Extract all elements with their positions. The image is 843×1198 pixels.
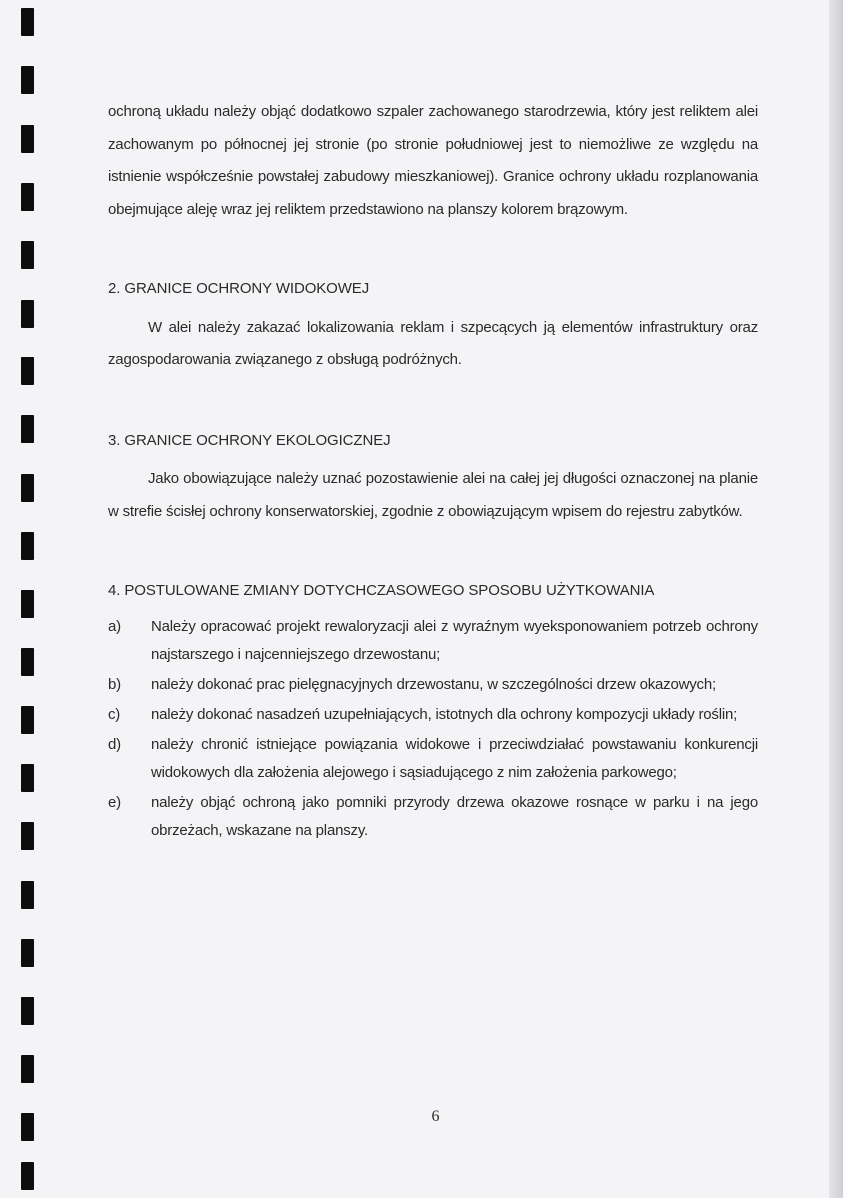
intro-paragraph: ochroną układu należy objąć dodatkowo szpaler zachowanego starodrzewia, który jest reliktem alei zachowanym po północnej jej stronie (po stronie południowej jest to niemożliwe ze względu na istnienie współcześnie powstałej zabudowy mieszkaniowej). Granice ochrony układu rozplanowania obejmujące aleję wraz jej reliktem przedstawiono na planszy kolorem brązowym. (108, 103, 758, 218)
binding-hole (21, 66, 34, 94)
section-2-text: W alei należy zakazać lokalizowania reklam i szpecących ją elementów infrastruktury oraz zagospodarowania związanego z obsługą podróżnych. (108, 318, 758, 368)
binding-hole (21, 415, 34, 443)
binding-hole (21, 997, 34, 1025)
binding-hole (21, 706, 34, 734)
section-3-heading: 3. GRANICE OCHRONY EKOLOGICZNEJ (108, 431, 391, 449)
list-item (108, 701, 758, 729)
section-4-heading: 4. POSTULOWANE ZMIANY DOTYCHCZASOWEGO SPOSOBU UŻYTKOWANIA (108, 582, 655, 599)
list-item (108, 671, 758, 699)
section-2-heading: 2. GRANICE OCHRONY WIDOKOWEJ (108, 280, 370, 297)
list-item (108, 613, 758, 669)
binding-hole (21, 357, 34, 385)
page-number: 6 (431, 1108, 440, 1125)
list-marker: d) (108, 735, 121, 753)
binding-hole (21, 1162, 34, 1190)
postulated-changes-list (108, 613, 758, 845)
section-3-text: Jako obowiązujące należy uznać pozostawienie alei na całej jej długości oznaczonej na planie w strefie ścisłej ochrony konserwatorskiej, zgodnie z obowiązującym wpisem do rejestru zabytków. (108, 470, 758, 520)
binding-hole (21, 532, 34, 560)
spiral-binding-holes (21, 0, 35, 1198)
list-item-text: Należy opracować projekt rewaloryzacji alei z wyraźnym wyeksponowaniem potrzeb ochrony najstarszego i najcenniejszego drzewostanu; (151, 617, 758, 663)
binding-hole (21, 648, 34, 676)
list-item (108, 789, 758, 845)
binding-hole (21, 183, 34, 211)
binding-hole (21, 300, 34, 328)
list-item-text: należy objąć ochroną jako pomniki przyrody drzewa okazowe rosnące w parku i na jego obrzeżach, wskazane na planszy. (151, 793, 758, 839)
list-marker: e) (108, 793, 121, 811)
list-marker: c) (108, 705, 121, 723)
list-item-text: należy dokonać nasadzeń uzupełniających, istotnych dla ochrony kompozycji układy roślin; (151, 705, 738, 723)
binding-hole (21, 1055, 34, 1083)
binding-hole (21, 8, 34, 36)
page-edge-shadow (829, 0, 843, 1198)
binding-hole (21, 125, 34, 153)
list-marker: b) (108, 675, 121, 693)
list-marker: a) (108, 617, 121, 635)
list-item-text: należy chronić istniejące powiązania widokowe i przeciwdziałać powstawaniu konkurencji widokowych dla założenia alejowego i sąsiadującego z nim założenia parkowego; (151, 735, 758, 781)
list-item-text: należy dokonać prac pielęgnacyjnych drzewostanu, w szczególności drzew okazowych; (151, 675, 716, 693)
binding-hole (21, 241, 34, 269)
binding-hole (21, 764, 34, 792)
list-item (108, 731, 758, 787)
binding-hole (21, 590, 34, 618)
document-body (108, 96, 758, 847)
binding-hole (21, 939, 34, 967)
binding-hole (21, 474, 34, 502)
binding-hole (21, 881, 34, 909)
binding-hole (21, 822, 34, 850)
